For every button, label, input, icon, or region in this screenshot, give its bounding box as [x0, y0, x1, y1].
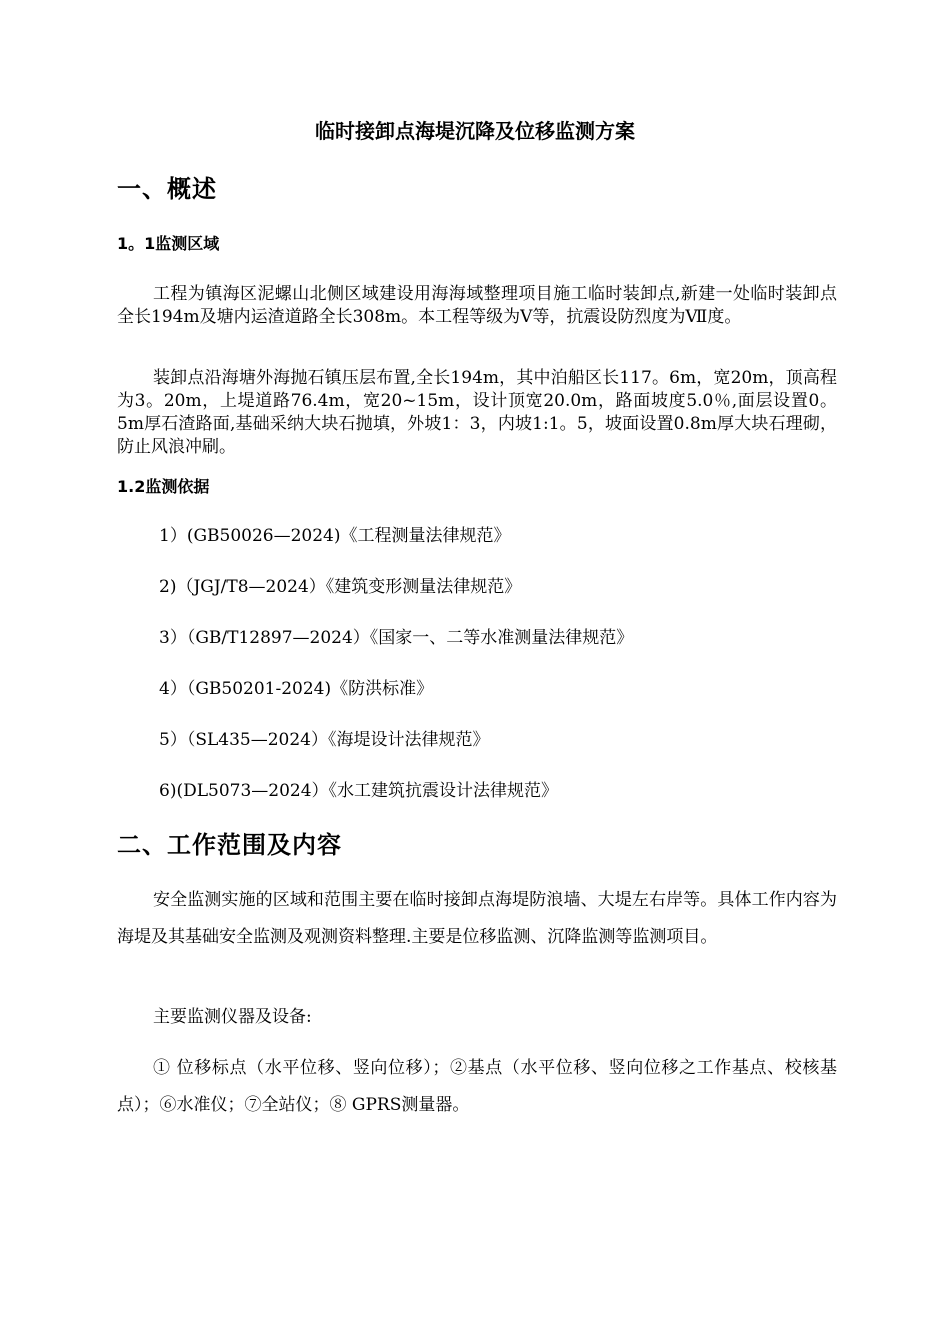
document-title: 临时接卸点海堤沉降及位移监测方案	[315, 119, 635, 143]
reference-item: 1）(GB50026—2024)《工程测量法律规范》	[159, 526, 511, 546]
reference-item: 5）（SL435—2024）《海堤设计法律规范》	[159, 730, 490, 750]
reference-item: 6)(DL5073—2024）《水工建筑抗震设计法律规范》	[159, 781, 559, 801]
reference-item: 2)（JGJ/T8—2024）《建筑变形测量法律规范》	[159, 577, 522, 597]
subsection-heading-monitoring-basis: 1.2监测依据	[117, 477, 210, 496]
subsection-heading-monitoring-area: 1。1监测区域	[117, 234, 220, 253]
paragraph-project-overview: 工程为镇海区泥螺山北侧区域建设用海海域整理项目施工临时装卸点,新建一处临时装卸点全长194m及塘内运渣道路全长308m。本工程等级为Ⅴ等，抗震设防烈度为Ⅶ度。	[117, 284, 837, 327]
section-heading-work-scope: 二、工作范围及内容	[117, 831, 342, 859]
section-heading-overview: 一、概述	[117, 175, 217, 203]
paragraph-work-scope: 安全监测实施的区域和范围主要在临时接卸点海堤防浪墙、大堤左右岸等。具体工作内容为海堤及其基础安全监测及观测资料整理.主要是位移监测、沉降监测等监测项目。	[117, 890, 837, 947]
paragraph-equipment-intro: 主要监测仪器及设备:	[153, 1007, 312, 1027]
reference-item: 3）（GB/T12897—2024）《国家一、二等水准测量法律规范》	[159, 628, 634, 648]
paragraph-equipment-list: ① 位移标点（水平位移、竖向位移）；②基点（水平位移、竖向位移之工作基点、校核基点）；⑥水准仪；⑦全站仪；⑧ GPRS测量器。	[117, 1058, 837, 1115]
paragraph-unloading-point-layout: 装卸点沿海塘外海抛石镇压层布置,全长194m，其中泊船区长117。6m，宽20m，顶高程为3。20m，上堤道路76.4m，宽20~15m，设计顶宽20.0m，路面坡度5.0％,面层设置0。5m厚石渣路面,基础采纳大块石抛填，外坡1：3，内坡1:1。5，坡面设置0.8m厚大块石理砌，防止风浪冲刷。	[117, 368, 837, 457]
reference-item: 4）（GB50201-2024)《防洪标准》	[159, 679, 434, 699]
